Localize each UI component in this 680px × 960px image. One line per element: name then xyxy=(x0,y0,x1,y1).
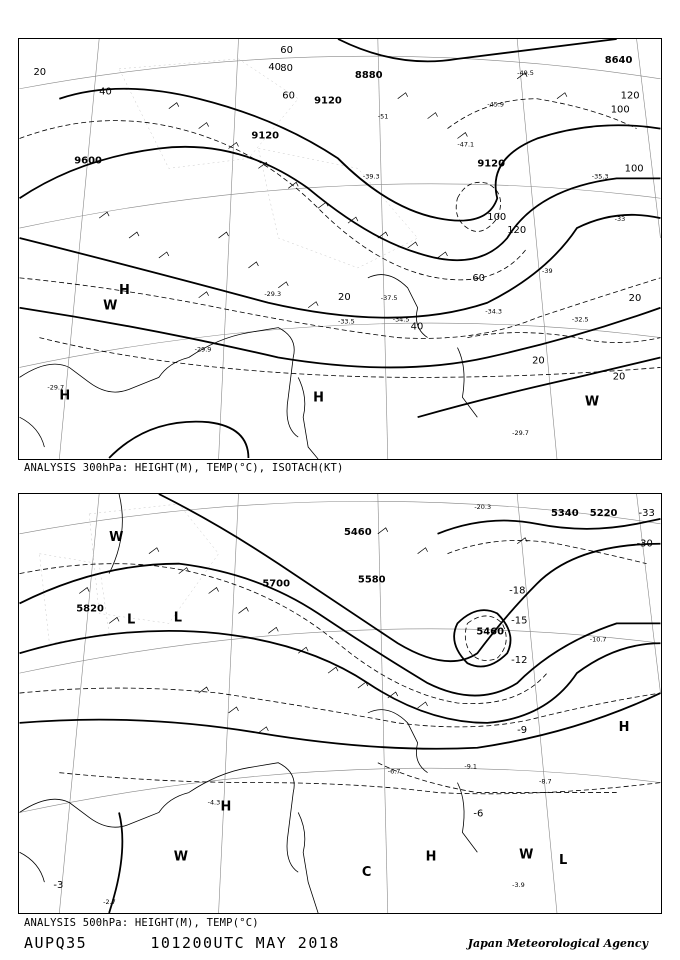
jet-shading xyxy=(119,59,418,268)
temperature-label: -39.3 xyxy=(362,172,380,181)
high-center-marker: H xyxy=(313,390,324,406)
isotach-label: 40 xyxy=(410,321,424,333)
height-label: 9120 xyxy=(251,130,280,142)
high-center-marker: H xyxy=(618,719,630,735)
temperature-contours xyxy=(20,99,661,378)
temperature-label: -29.3 xyxy=(264,289,282,298)
isotach-label: 20 xyxy=(33,66,47,78)
temperature-label: -39 xyxy=(542,266,553,275)
height-label: 9120 xyxy=(314,95,342,107)
graticule xyxy=(20,494,661,913)
warm-center-marker: W xyxy=(584,394,600,410)
temperature-label: -15 xyxy=(511,615,528,627)
temperature-label: -45.9 xyxy=(487,100,505,109)
temperature-label: -10.7 xyxy=(589,635,607,644)
isotach-label: 40 xyxy=(99,86,112,98)
warm-center-marker: W xyxy=(103,298,118,314)
height-contours xyxy=(20,494,661,913)
temperature-label: -3 xyxy=(53,880,64,892)
temperature-label: -35.3 xyxy=(591,172,609,181)
isotach-label: 20 xyxy=(338,291,351,303)
height-label: 8880 xyxy=(354,69,383,81)
temperature-label: -29.9 xyxy=(194,345,212,354)
isotach-label: 100 xyxy=(624,163,644,175)
chart-caption-500hpa: ANALYSIS 500hPa: HEIGHT(M), TEMP(°C) xyxy=(24,917,259,929)
product-code: AUPQ35 xyxy=(24,934,88,952)
temperature-label: -47.1 xyxy=(457,140,475,149)
temperature-label: -12 xyxy=(511,655,528,667)
temperature-label: -8.7 xyxy=(539,777,552,786)
temperature-label: -33.5 xyxy=(338,317,355,326)
temperature-label: -3.9 xyxy=(512,881,525,890)
isotach-label: 40 xyxy=(268,61,281,73)
temperature-label: -32.5 xyxy=(571,315,589,324)
temperature-label: -9 xyxy=(517,724,528,736)
temperature-label: -29.7 xyxy=(512,429,529,438)
height-label: 8640 xyxy=(604,54,633,66)
temperature-label: -51 xyxy=(377,112,389,121)
isotach-label: 100 xyxy=(487,212,507,224)
temperature-labels xyxy=(47,69,625,437)
isotach-label: 120 xyxy=(507,225,527,237)
chart-caption-300hpa: ANALYSIS 300hPa: HEIGHT(M), TEMP(°C), ISOTACH(KT) xyxy=(24,462,344,474)
map-500hpa xyxy=(19,494,661,913)
temperature-label: -33 xyxy=(638,507,655,519)
temperature-label: -6 xyxy=(473,808,484,820)
height-label: 5700 xyxy=(262,578,291,590)
height-label: 5460 xyxy=(476,626,505,638)
height-label: 9600 xyxy=(74,155,102,167)
temperature-label: -6.7 xyxy=(387,767,401,776)
temperature-label: -20.3 xyxy=(474,502,492,511)
high-center-marker: H xyxy=(425,849,437,865)
isotach-label: 100 xyxy=(610,104,630,116)
map-300hpa xyxy=(19,39,661,459)
wind-barbs xyxy=(79,528,527,733)
isotach-label: 20 xyxy=(612,371,626,383)
chart-300hpa xyxy=(18,38,662,460)
high-center-marker: H xyxy=(59,388,71,404)
product-header xyxy=(24,934,340,952)
temperature-label: -2.7 xyxy=(103,898,116,907)
isotach-label: 20 xyxy=(532,355,545,367)
height-label: 5340 xyxy=(550,507,579,519)
temperature-label: -37.5 xyxy=(380,293,398,302)
height-labels xyxy=(74,55,632,170)
warm-center-marker: W xyxy=(109,529,124,545)
temperature-label: -34.3 xyxy=(485,307,503,316)
warm-center-marker: W xyxy=(519,847,534,863)
height-label: 5820 xyxy=(76,603,104,615)
temperature-label: -29.7 xyxy=(47,383,65,392)
isotach-label: 60 xyxy=(282,90,295,102)
isotach-label: 80 xyxy=(280,62,293,74)
height-labels xyxy=(76,508,617,637)
height-label: 9120 xyxy=(477,158,506,170)
temperature-label: -30 xyxy=(636,538,653,550)
isotach-label: 60 xyxy=(472,272,486,284)
height-label: 5220 xyxy=(589,507,618,519)
temperature-label: -4.3 xyxy=(207,798,221,807)
coastlines xyxy=(20,494,478,913)
temperature-label: -9.1 xyxy=(464,762,477,771)
temperature-label: -49.5 xyxy=(517,68,534,77)
isotach-label: 20 xyxy=(628,292,642,304)
low-center-marker: L xyxy=(558,853,568,869)
agency-name: Japan Meteorological Agency xyxy=(467,937,648,950)
valid-time: 101200UTC MAY 2018 xyxy=(150,934,340,952)
low-center-marker: L xyxy=(127,612,136,628)
chart-500hpa xyxy=(18,493,662,914)
isotach-label: 120 xyxy=(620,90,640,102)
temperature-label: -34.5 xyxy=(392,315,410,324)
warm-center-marker: W xyxy=(173,849,189,865)
low-center-marker: L xyxy=(173,610,183,626)
isotach-label: 60 xyxy=(280,44,293,56)
high-center-marker: H xyxy=(119,282,130,298)
temperature-label: -33 xyxy=(614,215,626,224)
temperature-label: -18 xyxy=(509,585,526,597)
cold-center-marker: C xyxy=(361,865,372,881)
height-label: 5460 xyxy=(343,526,372,538)
high-center-marker: H xyxy=(220,799,232,815)
height-label: 5580 xyxy=(357,574,386,586)
